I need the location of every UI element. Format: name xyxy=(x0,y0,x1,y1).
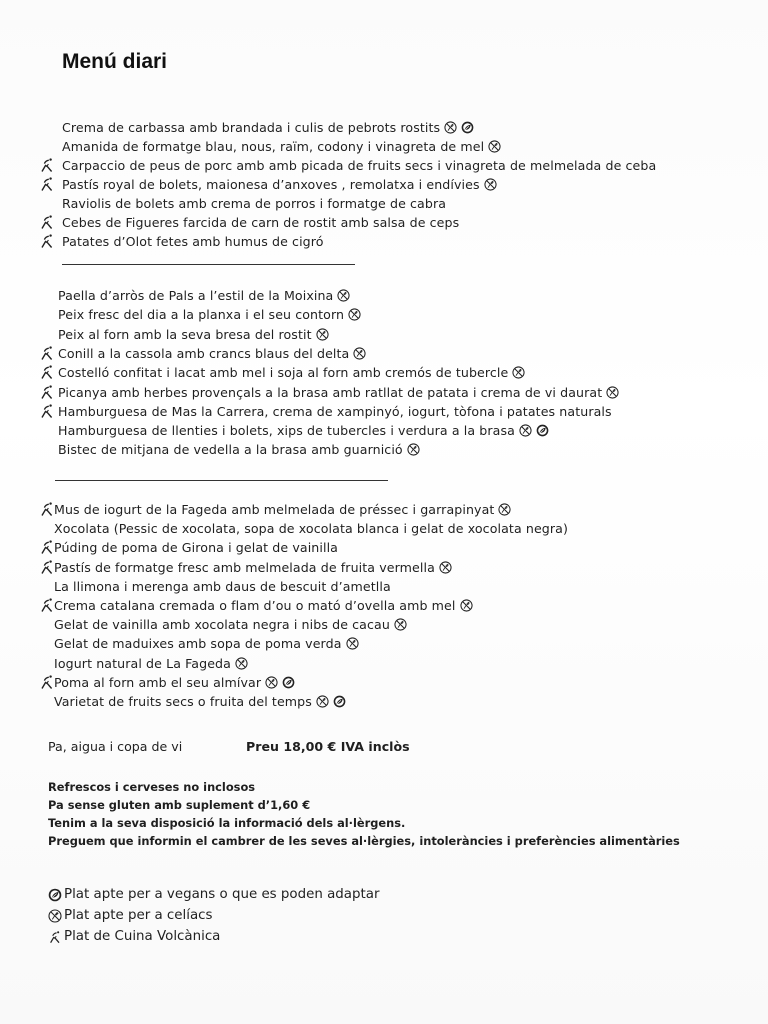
menu-item xyxy=(0,673,768,692)
menu-item-label: Mus de iogurt de la Fageda amb melmelada de préssec i garrapinyat xyxy=(54,502,495,517)
menu-item-label: Carpaccio de peus de porc amb amb picada de fruits secs i vinagreta de melmelada de ceba xyxy=(62,158,657,173)
menu-item-label: Peix fresc del dia a la planxa i el seu contorn xyxy=(58,307,345,323)
menu-item-text xyxy=(58,288,350,303)
leaf-circle-icon xyxy=(333,695,346,708)
crossed-wheat-icon xyxy=(265,676,278,689)
menu-item xyxy=(0,137,768,156)
menu-item xyxy=(0,363,768,382)
notes-block xyxy=(48,778,680,850)
menu-item xyxy=(0,519,768,538)
crossed-wheat-icon xyxy=(48,909,62,923)
menu-item-text xyxy=(58,365,525,380)
menu-item-label: Crema catalana cremada o flam d’ou o mató d’ovella amb mel xyxy=(54,598,456,613)
section-divider xyxy=(62,264,355,265)
menu-item-label: Bistec de mitjana de vedella a la brasa amb guarnició xyxy=(58,442,403,458)
crossed-wheat-icon xyxy=(337,289,350,302)
menu-item-label: Patates d’Olot fetes amb humus de cigró xyxy=(62,234,324,249)
included-items: Pa, aigua i copa de vi xyxy=(48,739,183,754)
menu-item-text xyxy=(62,177,497,192)
menu-item-label: Gelat de vainilla amb xocolata negra i nibs de cacau xyxy=(54,617,390,633)
menu-item xyxy=(0,440,768,459)
menu-item-label: Raviolis de bolets amb crema de porros i formatge de cabra xyxy=(62,196,447,211)
menu-item-text xyxy=(54,502,511,517)
volcanic-cuisine-icon xyxy=(40,559,54,575)
menu-item-label: Xocolata (Pessic de xocolata, sopa de xocolata blanca i gelat de xocolata negra) xyxy=(54,521,569,537)
menu-item-text xyxy=(62,158,656,173)
menu-item xyxy=(0,194,768,213)
leaf-circle-icon xyxy=(536,424,549,437)
menu-item-label: Amanida de formatge blau, nous, raïm, codony i vinagreta de mel xyxy=(62,139,485,154)
menu-item xyxy=(0,325,768,344)
crossed-wheat-icon xyxy=(235,657,248,670)
crossed-wheat-icon xyxy=(498,503,511,516)
menu-item xyxy=(0,305,768,324)
menu-item-label: Gelat de maduixes amb sopa de poma verda xyxy=(54,636,342,652)
menu-item-text xyxy=(62,215,459,230)
menu-item-text xyxy=(54,636,359,651)
crossed-wheat-icon xyxy=(512,366,525,379)
leaf-circle-icon xyxy=(48,888,62,902)
menu-item-text xyxy=(54,579,391,594)
menu-item-text xyxy=(54,656,248,671)
menu-item-label: Pastís royal de bolets, maionesa d’anxoves , remolatxa i endívies xyxy=(62,177,480,192)
crossed-wheat-icon xyxy=(460,599,473,612)
crossed-wheat-icon xyxy=(394,618,407,631)
crossed-wheat-icon xyxy=(484,178,497,191)
legend-volcanic xyxy=(48,926,379,947)
menu-item xyxy=(0,175,768,194)
menu-item-label: Crema de carbassa amb brandada i culis de pebrots rostits xyxy=(62,120,441,135)
menu-item-label: Poma al forn amb el seu almívar xyxy=(54,674,262,690)
menu-item-label: La llimona i merenga amb daus de bescuit d’ametlla xyxy=(54,578,391,594)
legend-celiac xyxy=(48,905,379,926)
menu-item xyxy=(0,156,768,175)
crossed-wheat-icon xyxy=(488,140,501,153)
menu-price: Preu 18,00 € IVA inclòs xyxy=(246,739,410,754)
menu-item xyxy=(0,118,768,137)
menu-item-text xyxy=(54,598,473,613)
volcanic-cuisine-icon xyxy=(40,539,54,555)
crossed-wheat-icon xyxy=(353,347,366,360)
volcanic-cuisine-icon xyxy=(40,176,54,192)
page-title: Menú diari xyxy=(62,50,168,73)
crossed-wheat-icon xyxy=(316,328,329,341)
crossed-wheat-icon xyxy=(439,561,452,574)
menu-item-text xyxy=(58,404,612,419)
legend-vegan xyxy=(48,884,379,905)
crossed-wheat-icon xyxy=(606,386,619,399)
menu-item xyxy=(0,654,768,673)
menu-item-text xyxy=(62,120,474,135)
menu-item-label: Hamburguesa de Mas la Carrera, crema de xampinyó, iogurt, tòfona i patates naturals xyxy=(58,403,612,419)
menu-item-text xyxy=(62,196,446,211)
menu-item xyxy=(0,232,768,251)
menu-item xyxy=(0,213,768,232)
menu-item xyxy=(0,402,768,421)
menu-item-label: Pastís de formatge fresc amb melmelada de fruita vermella xyxy=(54,559,435,575)
menu-item-label: Picanya amb herbes provençals a la brasa amb ratllat de patata i crema de vi daurat xyxy=(58,384,603,400)
menu-item xyxy=(0,577,768,596)
menu-item-label: Cebes de Figueres farcida de carn de rostit amb salsa de ceps xyxy=(62,215,460,230)
volcanic-cuisine-icon xyxy=(40,345,54,361)
legend-celiac-label: Plat apte per a celíacs xyxy=(64,908,213,923)
volcanic-cuisine-icon xyxy=(40,214,54,230)
volcanic-cuisine-icon xyxy=(40,403,54,419)
leaf-circle-icon xyxy=(461,121,474,134)
menu-item-label: Iogurt natural de La Fageda xyxy=(54,655,231,671)
menu-item xyxy=(0,421,768,440)
menu-item-text xyxy=(58,327,329,342)
menu-item-text xyxy=(58,442,420,457)
crossed-wheat-icon xyxy=(519,424,532,437)
menu-item-text xyxy=(54,694,346,709)
note-line: Tenim a la seva disposició la informació dels al·lèrgens. xyxy=(48,816,406,830)
menu-item xyxy=(0,383,768,402)
menu-item-text xyxy=(54,521,568,536)
menu-item-text xyxy=(54,617,407,632)
note-line: Pa sense gluten amb suplement d’1,60 € xyxy=(48,798,311,812)
menu-item xyxy=(0,344,768,363)
menu-item-label: Hamburguesa de llenties i bolets, xips de tubercles i verdura a la brasa xyxy=(58,423,515,439)
menu-item-label: Paella d’arròs de Pals a l’estil de la Moixina xyxy=(58,288,334,303)
menu-item-label: Púding de poma de Girona i gelat de vainilla xyxy=(54,540,338,556)
note-line: Preguem que informin el cambrer de les seves al·lèrgies, intoleràncies i preferències alimentàries xyxy=(48,834,680,848)
menu-item-text xyxy=(54,540,338,555)
volcanic-cuisine-icon xyxy=(48,930,62,944)
menu-item-label: Peix al forn amb la seva bresa del rostit xyxy=(58,326,312,342)
volcanic-cuisine-icon xyxy=(40,157,54,173)
menu-item-label: Varietat de fruits secs o fruita del temps xyxy=(54,694,312,709)
crossed-wheat-icon xyxy=(316,695,329,708)
volcanic-cuisine-icon xyxy=(40,674,54,690)
menu-item xyxy=(0,286,768,305)
menu-item xyxy=(0,692,768,711)
crossed-wheat-icon xyxy=(346,637,359,650)
menu-item-text xyxy=(58,423,549,438)
menu-item xyxy=(0,634,768,653)
menu-item-label: Conill a la cassola amb crancs blaus del delta xyxy=(58,345,350,361)
legend-volcanic-label: Plat de Cuina Volcànica xyxy=(64,929,221,944)
menu-item-label: Costelló confitat i lacat amb mel i soja al forn amb cremós de tubercle xyxy=(58,365,509,381)
volcanic-cuisine-icon xyxy=(40,384,54,400)
menu-item-text xyxy=(54,675,295,690)
crossed-wheat-icon xyxy=(444,121,457,134)
legend xyxy=(48,884,379,947)
menu-item xyxy=(0,538,768,557)
menu-item xyxy=(0,615,768,634)
legend-vegan-label: Plat apte per a vegans o que es poden adaptar xyxy=(64,887,380,902)
crossed-wheat-icon xyxy=(407,443,420,456)
section-divider xyxy=(55,480,388,481)
menu-item-text xyxy=(58,307,361,322)
crossed-wheat-icon xyxy=(348,308,361,321)
menu-item-text xyxy=(62,139,501,154)
menu-item xyxy=(0,596,768,615)
volcanic-cuisine-icon xyxy=(40,597,54,613)
menu-item-text xyxy=(58,385,619,400)
menu-item xyxy=(0,500,768,519)
menu-item-text xyxy=(62,234,324,249)
note-line: Refrescos i cerveses no inclosos xyxy=(48,780,256,794)
menu-item xyxy=(0,558,768,577)
menu-item-text xyxy=(58,346,366,361)
volcanic-cuisine-icon xyxy=(40,233,54,249)
leaf-circle-icon xyxy=(282,676,295,689)
volcanic-cuisine-icon xyxy=(40,501,54,517)
menu-item-text xyxy=(54,560,452,575)
volcanic-cuisine-icon xyxy=(40,364,54,380)
